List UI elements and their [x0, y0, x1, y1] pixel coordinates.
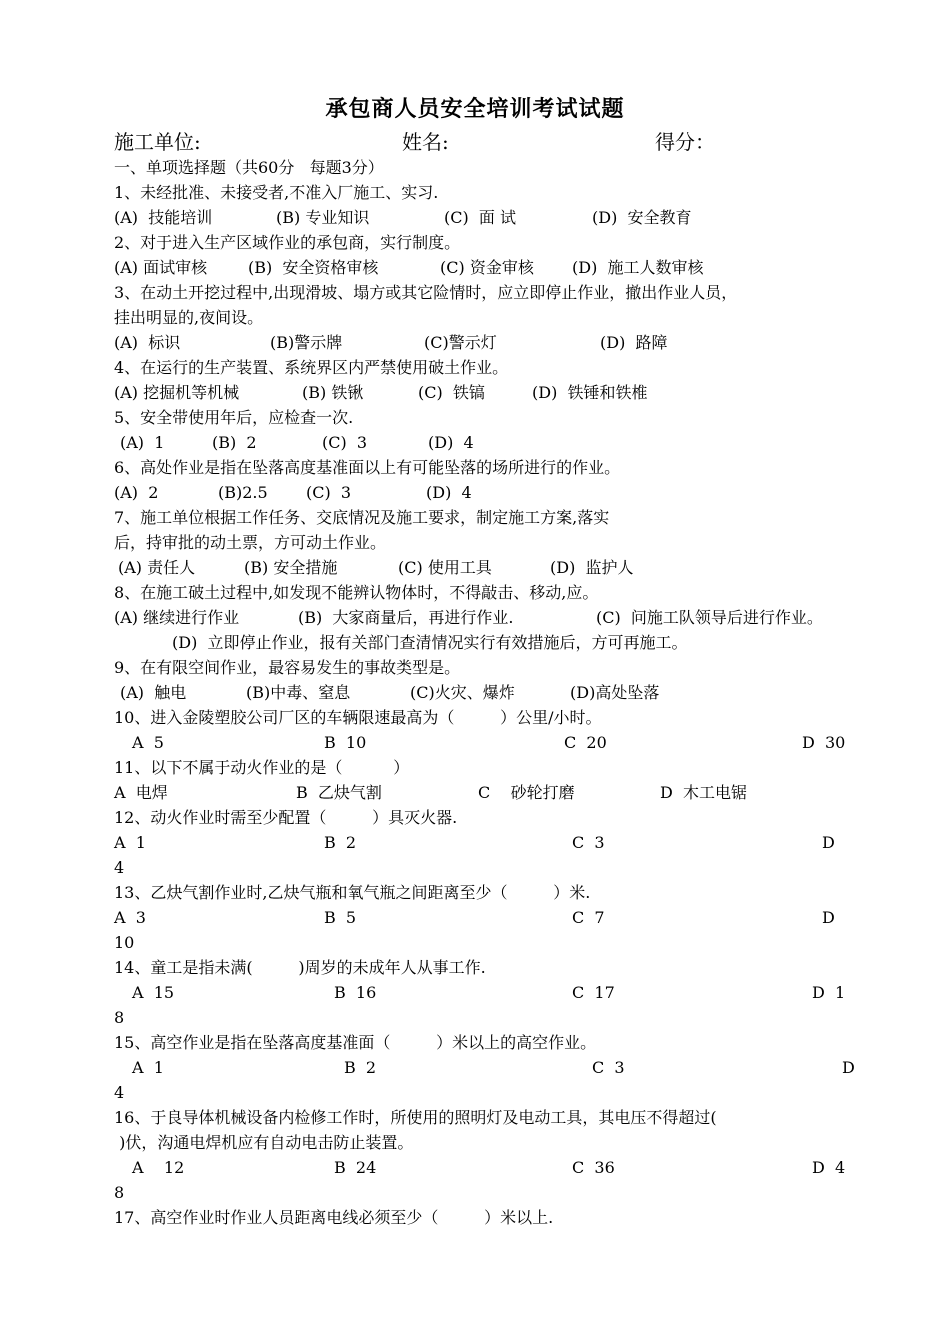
q10-option-b: B 10 — [324, 733, 367, 752]
q10-option-d: D 30 — [802, 733, 846, 752]
question-10: 10、进入金陵塑胶公司厂区的车辆限速最高为（ ）公里/小时。 — [114, 708, 602, 727]
question-3-line-1: 3、在动土开挖过程中,出现滑坡、塌方或其它险情时，应立即停止作业，撤出作业人员， — [114, 283, 738, 302]
q15-option-c: C 3 — [592, 1058, 625, 1077]
q15-option-d: D — [842, 1058, 855, 1077]
q6-option-a: (A) 2 — [114, 483, 159, 502]
q8-option-b: (B) 大家商量后，再进行作业. — [298, 608, 514, 627]
q4-option-c: (C) 铁镐 — [418, 383, 485, 402]
q9-option-a: (A) 触电 — [120, 683, 187, 702]
question-16-line-1: 16、于良导体机械设备内检修工作时，所使用的照明灯及电动工具，其电压不得超过( — [114, 1108, 717, 1127]
q14-option-c: C 17 — [572, 983, 615, 1002]
q12-option-d-value: 4 — [114, 858, 125, 877]
question-16-line-2: )伏，沟通电焊机应有自动电击防止装置。 — [114, 1133, 414, 1152]
question-14: 14、童工是指未满( )周岁的未成年人从事工作. — [114, 958, 486, 977]
q6-option-b: (B)2.5 — [218, 483, 268, 502]
q14-option-d: D 1 — [812, 983, 846, 1002]
q16-option-d-value: 8 — [114, 1183, 125, 1202]
q16-option-a: A 12 — [132, 1158, 185, 1177]
q7-option-c: (C) 使用工具 — [398, 558, 492, 577]
q16-option-c: C 36 — [572, 1158, 615, 1177]
q13-option-b: B 5 — [324, 908, 357, 927]
question-2: 2、对于进入生产区域作业的承包商，实行制度。 — [114, 233, 461, 252]
header-score-label: 得分： — [655, 130, 715, 154]
q10-option-c: C 20 — [564, 733, 607, 752]
question-4: 4、在运行的生产装置、系统界区内严禁使用破土作业。 — [114, 358, 509, 377]
q2-option-b: (B) 安全资格审核 — [248, 258, 379, 277]
q13-option-d: D — [822, 908, 835, 927]
q3-option-a: (A) 标识 — [114, 333, 181, 352]
question-12: 12、动火作业时需至少配置（ ）具灭火器. — [114, 808, 458, 827]
q5-option-a: (A) 1 — [120, 433, 165, 452]
q15-option-d-value: 4 — [114, 1083, 125, 1102]
q1-option-d: (D) 安全教育 — [592, 208, 692, 227]
question-5: 5、安全带使用年后，应检查一次. — [114, 408, 354, 427]
question-6: 6、高处作业是指在坠落高度基准面以上有可能坠落的场所进行的作业。 — [114, 458, 621, 477]
q5-option-c: (C) 3 — [322, 433, 368, 452]
q11-option-d: D 木工电锯 — [660, 783, 748, 802]
q7-option-b: (B) 安全措施 — [244, 558, 338, 577]
q7-option-d: (D) 监护人 — [550, 558, 634, 577]
q12-option-c: C 3 — [572, 833, 605, 852]
q15-option-a: A 1 — [132, 1058, 164, 1077]
header-unit-label: 施工单位: — [114, 130, 201, 154]
question-13: 13、乙炔气割作业时,乙炔气瓶和氧气瓶之间距离至少（ ）米. — [114, 883, 591, 902]
q9-option-c: (C)火灾、爆炸 — [410, 683, 515, 702]
q14-option-a: A 15 — [132, 983, 175, 1002]
q8-option-a: (A) 继续进行作业 — [114, 608, 240, 627]
question-1: 1、未经批准、未接受者,不准入厂施工、实习. — [114, 183, 439, 202]
q1-option-b: (B) 专业知识 — [276, 208, 370, 227]
q5-option-b: (B) 2 — [212, 433, 257, 452]
q8-option-d: (D) 立即停止作业，报有关部门查清情况实行有效措施后，方可再施工。 — [172, 633, 688, 652]
q14-option-b: B 16 — [334, 983, 377, 1002]
q1-option-a: (A) 技能培训 — [114, 208, 213, 227]
q11-option-a: A 电焊 — [114, 783, 168, 802]
question-11: 11、以下不属于动火作业的是（ ） — [114, 758, 410, 777]
q16-option-d: D 4 — [812, 1158, 846, 1177]
q3-option-c: (C)警示灯 — [424, 333, 497, 352]
q12-option-d: D — [822, 833, 835, 852]
q14-option-d-value: 8 — [114, 1008, 125, 1027]
q2-option-a: (A) 面试审核 — [114, 258, 208, 277]
q7-option-a: (A) 责任人 — [118, 558, 196, 577]
q2-option-c: (C) 资金审核 — [440, 258, 534, 277]
section-heading: 一、单项选择题（共60分 每题3分） — [114, 158, 384, 177]
question-17: 17、高空作业时作业人员距离电线必须至少（ ）米以上. — [114, 1208, 554, 1227]
q4-option-a: (A) 挖掘机等机械 — [114, 383, 240, 402]
question-9: 9、在有限空间作业，最容易发生的事故类型是。 — [114, 658, 461, 677]
q6-option-c: (C) 3 — [306, 483, 352, 502]
question-7-line-1: 7、施工单位根据工作任务、交底情况及施工要求，制定施工方案,落实 — [114, 508, 610, 527]
q5-option-d: (D) 4 — [428, 433, 474, 452]
q3-option-d: (D) 路障 — [600, 333, 668, 352]
question-3-line-2: 挂出明显的,夜间设。 — [114, 308, 264, 327]
q15-option-b: B 2 — [344, 1058, 377, 1077]
q13-option-c: C 7 — [572, 908, 605, 927]
q13-option-d-value: 10 — [114, 933, 135, 952]
question-15: 15、高空作业是指在坠落高度基准面（ ）米以上的高空作业。 — [114, 1033, 597, 1052]
q4-option-d: (D) 铁锤和铁椎 — [532, 383, 648, 402]
q1-option-c: (C) 面 试 — [444, 208, 516, 227]
q16-option-b: B 24 — [334, 1158, 377, 1177]
q11-option-c: C 砂轮打磨 — [478, 783, 575, 802]
page-title: 承包商人员安全培训考试试题 — [325, 97, 625, 122]
q12-option-a: A 1 — [114, 833, 146, 852]
q10-option-a: A 5 — [132, 733, 164, 752]
q6-option-d: (D) 4 — [426, 483, 472, 502]
q9-option-b: (B)中毒、窒息 — [246, 683, 351, 702]
q2-option-d: (D) 施工人数审核 — [572, 258, 704, 277]
question-8: 8、在施工破土过程中,如发现不能辨认物体时，不得敲击、移动,应。 — [114, 583, 599, 602]
q12-option-b: B 2 — [324, 833, 357, 852]
q8-option-c: (C) 问施工队领导后进行作业。 — [596, 608, 823, 627]
header-name-label: 姓名: — [402, 130, 449, 154]
q4-option-b: (B) 铁锹 — [302, 383, 364, 402]
question-7-line-2: 后，持审批的动土票，方可动土作业。 — [114, 533, 387, 552]
q11-option-b: B 乙炔气割 — [296, 783, 382, 802]
q13-option-a: A 3 — [114, 908, 146, 927]
q9-option-d: (D)高处坠落 — [570, 683, 660, 702]
q3-option-b: (B)警示牌 — [270, 333, 343, 352]
